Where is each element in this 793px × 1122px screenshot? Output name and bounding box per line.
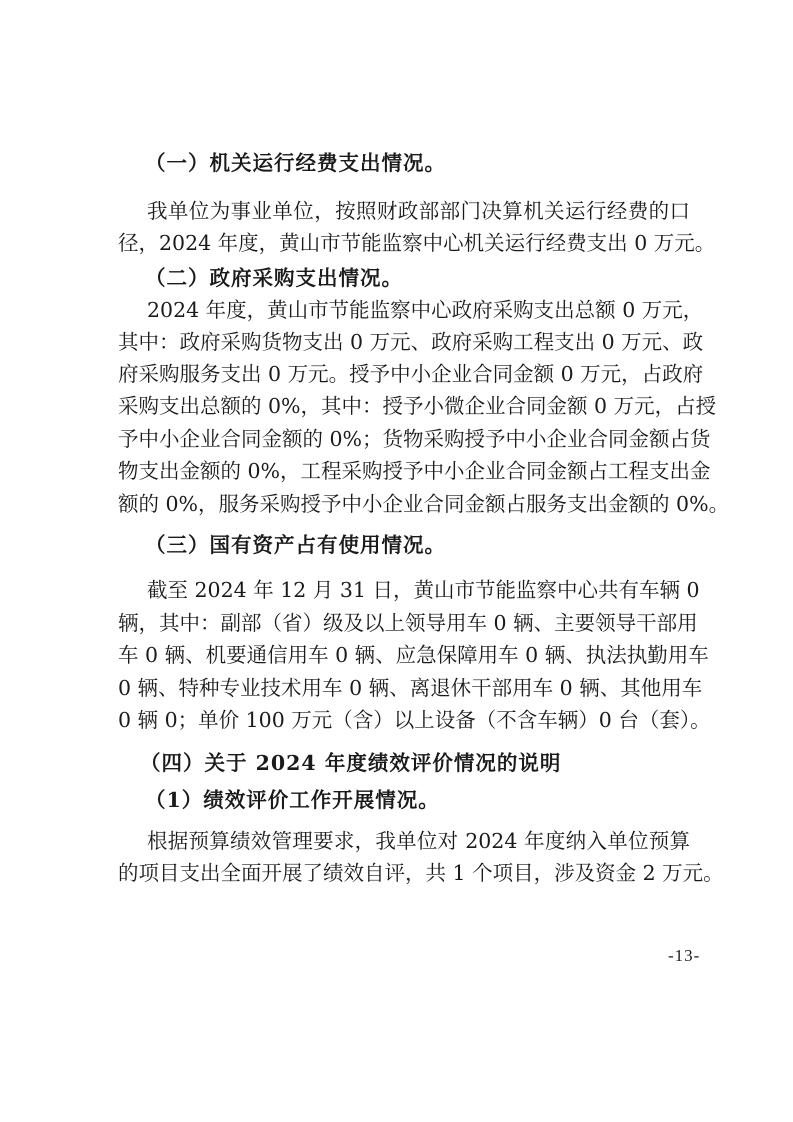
paragraph-line: 的项目支出全面开展了绩效自评，共 1 个项目，涉及资金 2 万元。 (118, 861, 724, 885)
paragraph-line: 采购支出总额的 0%，其中：授予小微企业合同金额 0 万元，占授 (118, 394, 717, 418)
section-heading: （一）机关运行经费支出情况。 (145, 151, 446, 175)
paragraph-line: 车 0 辆、机要通信用车 0 辆、应急保障用车 0 辆、执法执勤用车 (118, 643, 709, 667)
paragraph-line: 2024 年度，黄山市节能监察中心政府采购支出总额 0 万元， (147, 298, 704, 322)
section-heading: （二）政府采购支出情况。 (145, 266, 403, 290)
paragraph-line: 额的 0%，服务采购授予中小企业合同金额占服务支出金额的 0%。 (118, 492, 730, 516)
page-number: -13- (668, 946, 701, 965)
paragraph-line: 截至 2024 年 12 月 31 日，黄山市节能监察中心共有车辆 0 (147, 578, 700, 602)
section-heading: （三）国有资产占有使用情况。 (145, 533, 446, 557)
section-heading: （四）关于 2024 年度绩效评价情况的说明 (140, 751, 562, 775)
paragraph-line: 辆，其中：副部（省）级及以上领导用车 0 辆、主要领导干部用 (118, 611, 698, 635)
paragraph-line: 物支出金额的 0%，工程采购授予中小企业合同金额占工程支出金 (118, 459, 711, 483)
paragraph-line: 0 辆、特种专业技术用车 0 辆、离退休干部用车 0 辆、其他用车 (118, 676, 703, 700)
paragraph-line: 径，2024 年度，黄山市节能监察中心机关运行经费支出 0 万元。 (118, 231, 716, 255)
paragraph-line: 予中小企业合同金额的 0%；货物采购授予中小企业合同金额占货 (118, 427, 711, 451)
paragraph-line: 其中：政府采购货物支出 0 万元、政府采购工程支出 0 万元、政 (118, 330, 704, 354)
paragraph-line: 我单位为事业单位，按照财政部部门决算机关运行经费的口 (147, 199, 690, 223)
paragraph-line: 府采购服务支出 0 万元。授予中小企业合同金额 0 万元，占政府 (118, 362, 704, 386)
subsection-heading: （1）绩效评价工作开展情况。 (145, 788, 440, 812)
paragraph-line: 0 辆 0；单价 100 万元（含）以上设备（不含车辆）0 台（套）。 (118, 708, 711, 732)
paragraph-line: 根据预算绩效管理要求，我单位对 2024 年度纳入单位预算 (147, 829, 690, 853)
